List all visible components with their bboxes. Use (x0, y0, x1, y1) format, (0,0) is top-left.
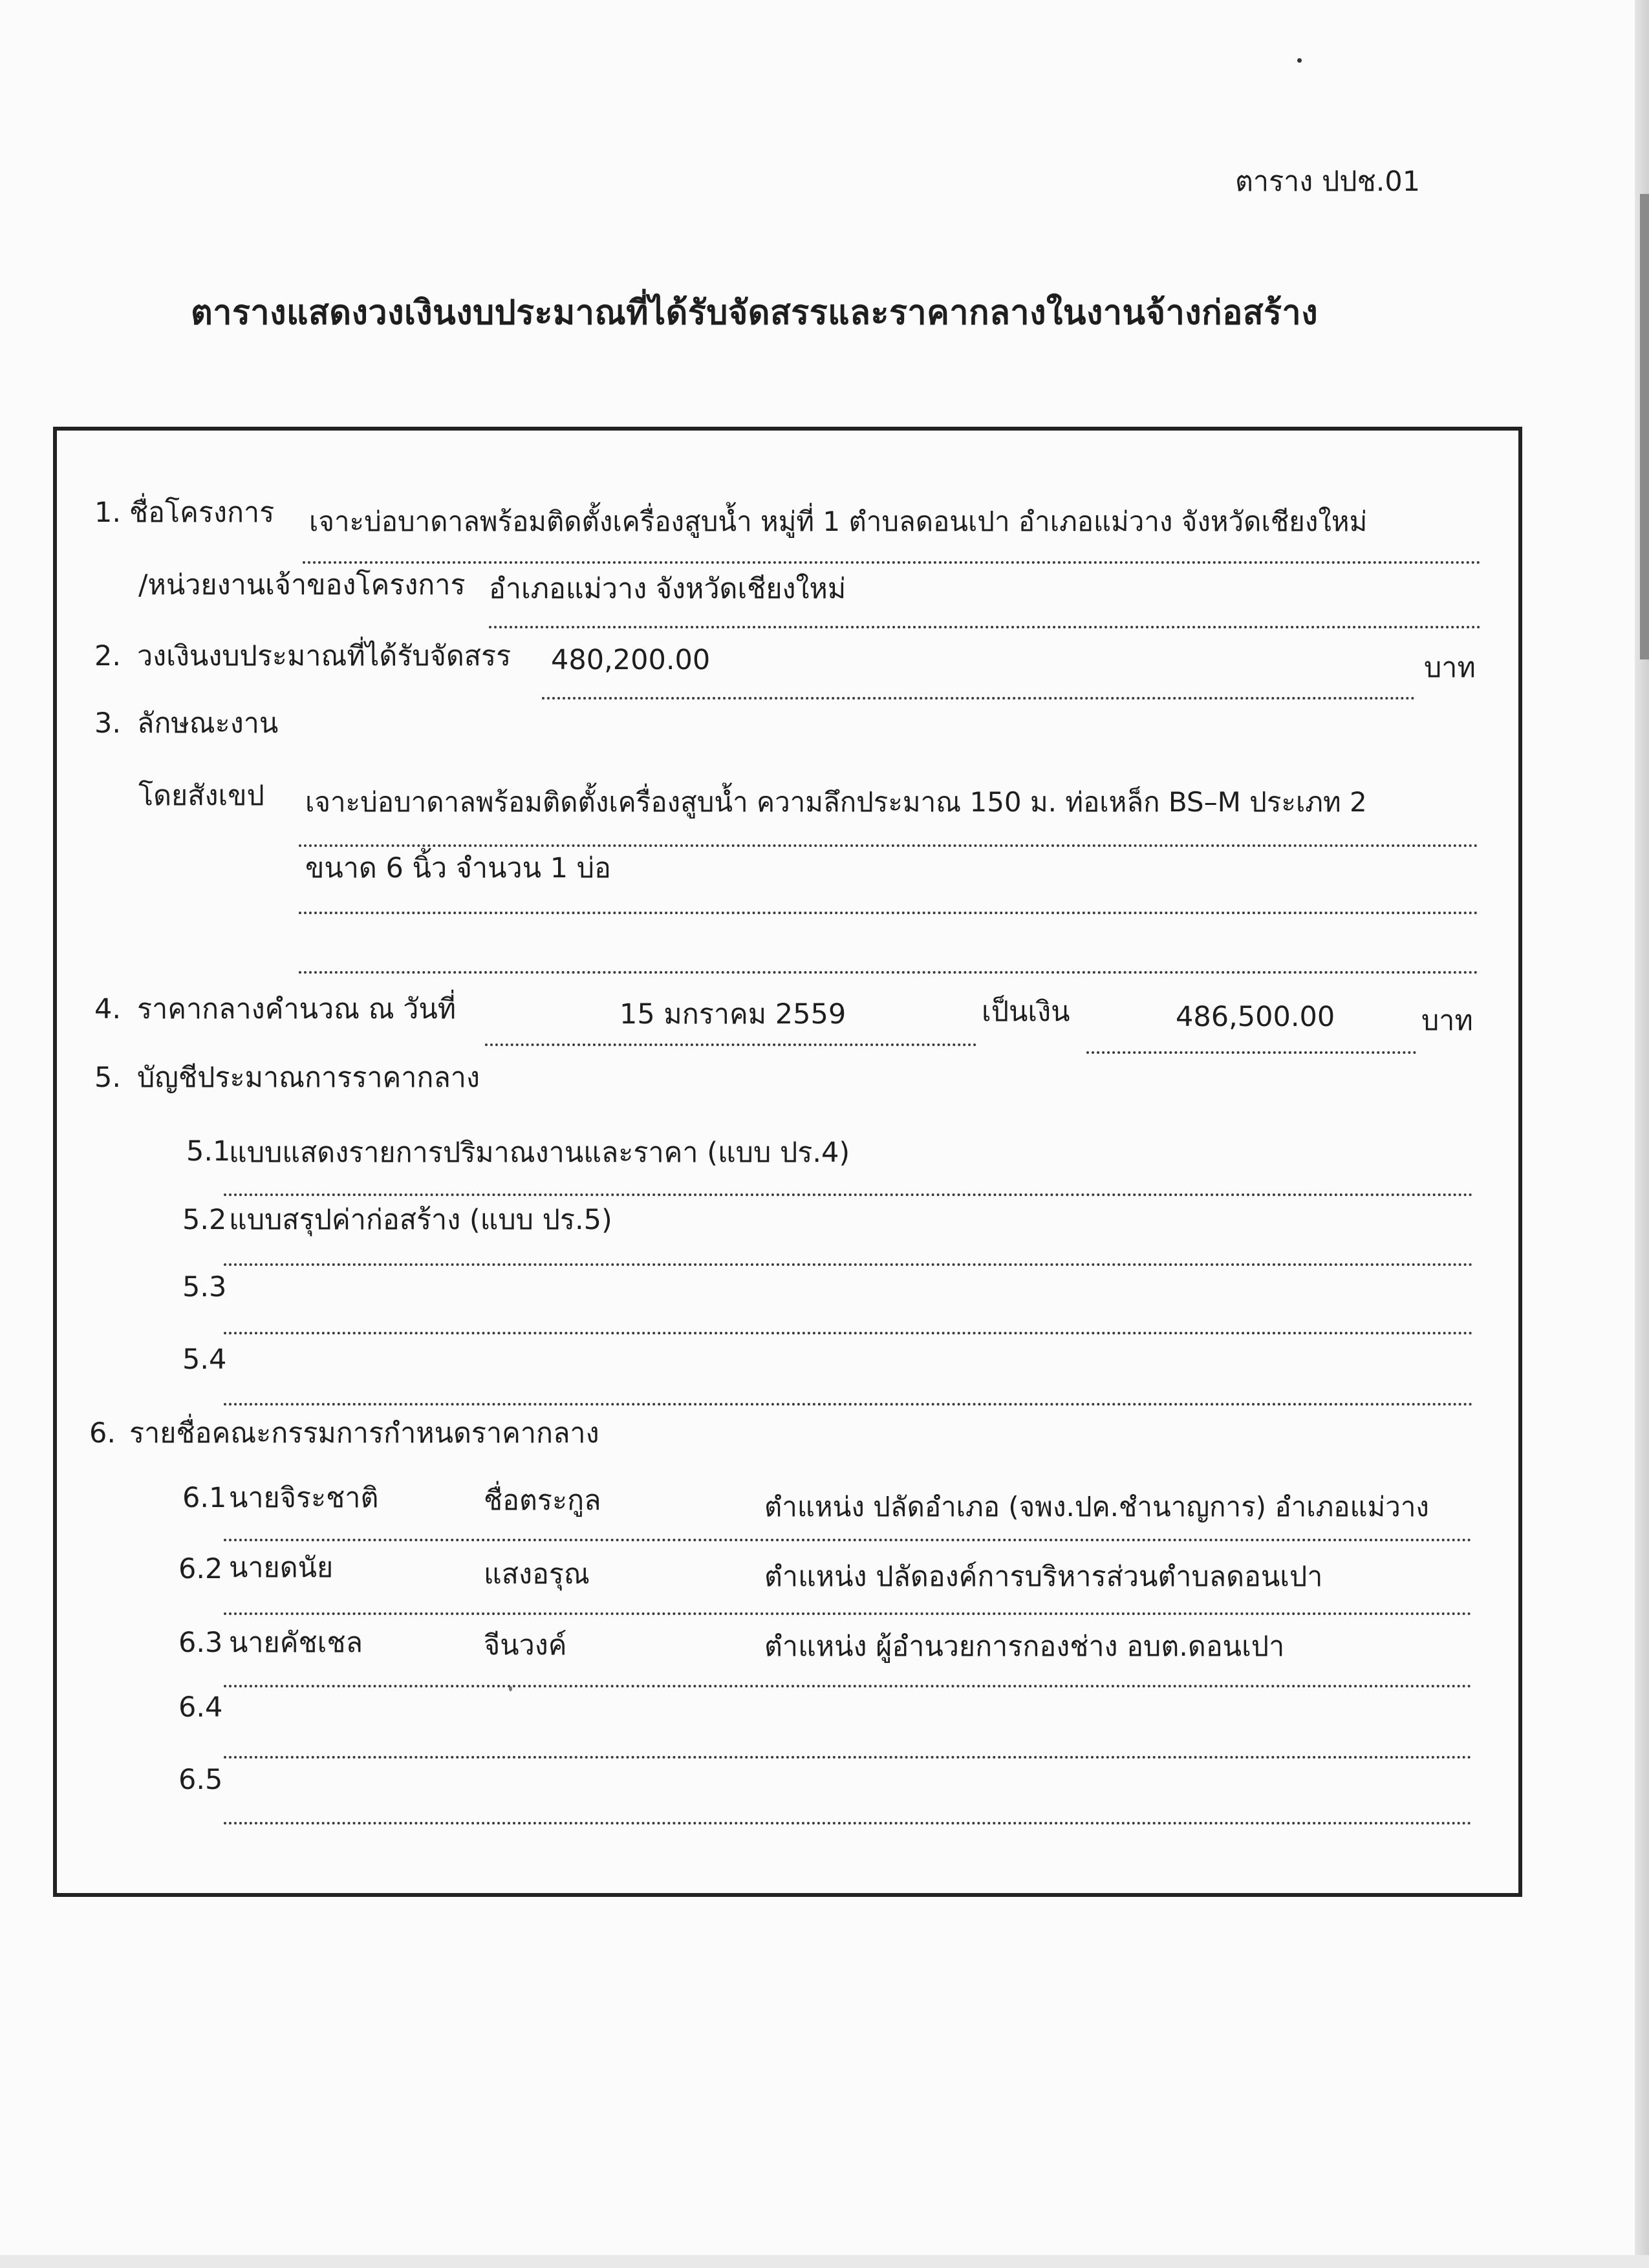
estimate-row-number: 5.4 (182, 1343, 227, 1376)
median-price-label: ราคากลางคำนวณ ณ วันที่ (137, 993, 457, 1025)
committee-row-line (224, 1822, 1472, 1824)
median-price-date: 15 มกราคม 2559 (620, 998, 846, 1031)
scan-edge-bottom (0, 2255, 1649, 2268)
committee-row-number: 6.1 (182, 1482, 227, 1514)
summary-line-1-rule (299, 844, 1478, 847)
estimate-row-text: แบบสรุปค่าก่อสร้าง (แบบ ปร.5) (229, 1204, 612, 1236)
item4-number: 4. (94, 993, 122, 1025)
committee-first-name: นายดนัย (229, 1552, 334, 1584)
committee-position: ตำแหน่ง ปลัดองค์การบริหารส่วนตำบลดอนเปา (764, 1561, 1323, 1593)
estimate-row-text: แบบแสดงรายการปริมาณงานและราคา (แบบ ปร.4) (229, 1137, 850, 1169)
committee-row-line (224, 1539, 1472, 1541)
budget-line (542, 697, 1415, 700)
median-price-amount: 486,500.00 (1176, 1001, 1335, 1033)
committee-last-name: จีนวงค์ (484, 1629, 567, 1662)
committee-label: รายชื่อคณะกรรมการกำหนดราคากลาง (129, 1417, 599, 1450)
item6-number: 6. (89, 1417, 116, 1450)
scan-speck (1297, 58, 1302, 63)
owner-value: อำเภอแม่วาง จังหวัดเชียงใหม่ (489, 573, 846, 605)
estimate-row-line (224, 1263, 1473, 1266)
summary-line-1: เจาะบ่อบาดาลพร้อมติดตั้งเครื่องสูบน้ำ ความลึกประมาณ 150 ม. ท่อเหล็ก BS–M ประเภท 2 (305, 786, 1367, 818)
item1-label: ชื่อโครงการ (129, 497, 275, 529)
summary-label: โดยสังเขป (138, 780, 264, 812)
item3-number: 3. (94, 707, 122, 740)
committee-first-name: นายคัชเชล (229, 1627, 363, 1659)
item1-number: 1. (94, 497, 122, 529)
estimate-row-number: 5.1 (186, 1135, 231, 1168)
budget-label: วงเงินงบประมาณที่ได้รับจัดสรร (137, 640, 512, 672)
estimate-row-number: 5.2 (182, 1204, 227, 1236)
committee-last-name: แสงอรุณ (484, 1558, 590, 1590)
estimate-list-label: บัญชีประมาณการราคากลาง (137, 1062, 480, 1094)
item2-number: 2. (94, 640, 122, 672)
estimate-row-line (224, 1332, 1473, 1334)
median-price-unit: บาท (1421, 1005, 1473, 1037)
project-name-line (303, 561, 1481, 564)
committee-row-line (224, 1756, 1472, 1759)
summary-line-2-rule (299, 912, 1478, 914)
committee-row-number: 6.2 (178, 1553, 223, 1585)
committee-last-name: ชื่อตระกูล (484, 1484, 601, 1517)
estimate-row-line (224, 1403, 1473, 1406)
document-title: ตารางแสดงวงเงินงบประมาณที่ได้รับจัดสรรและราคากลางในงานจ้างก่อสร้าง (191, 294, 1319, 332)
owner-line (489, 626, 1481, 628)
committee-row-line (224, 1685, 1472, 1687)
committee-position: ตำแหน่ง ปลัดอำเภอ (จพง.ปค.ชำนาญการ) อำเภอแม่วาง (764, 1491, 1429, 1523)
median-price-amount-line (1086, 1051, 1416, 1054)
budget-unit: บาท (1424, 652, 1476, 684)
committee-row-line (224, 1612, 1472, 1615)
project-name: เจาะบ่อบาดาลพร้อมติดตั้งเครื่องสูบน้ำ หมู่ที่ 1 ตำบลดอนเปา อำเภอแม่วาง จังหวัดเชียงใหม่ (309, 506, 1368, 537)
median-price-amount-label: เป็นเงิน (982, 996, 1070, 1028)
estimate-row-number: 5.3 (182, 1271, 227, 1303)
summary-line-3-rule (299, 971, 1478, 974)
estimate-row-line (224, 1193, 1473, 1196)
committee-first-name: นายจิระชาติ (229, 1482, 379, 1514)
committee-row-number: 6.5 (178, 1764, 223, 1796)
committee-row-number: 6.3 (178, 1627, 223, 1659)
committee-position: ตำแหน่ง ผู้อำนวยการกองช่าง อบต.ดอนเปา (764, 1631, 1285, 1663)
scan-shadow (1640, 194, 1649, 659)
item5-number: 5. (94, 1062, 122, 1094)
owner-label: /หน่วยงานเจ้าของโครงการ (138, 569, 466, 601)
form-code: ตาราง ปปช.01 (1235, 166, 1421, 198)
median-price-date-line (485, 1043, 976, 1046)
summary-line-2: ขนาด 6 นิ้ว จำนวน 1 บ่อ (305, 852, 611, 884)
budget-value: 480,200.00 (551, 644, 711, 676)
work-type-label: ลักษณะงาน (137, 707, 279, 740)
committee-row-number: 6.4 (178, 1691, 223, 1724)
